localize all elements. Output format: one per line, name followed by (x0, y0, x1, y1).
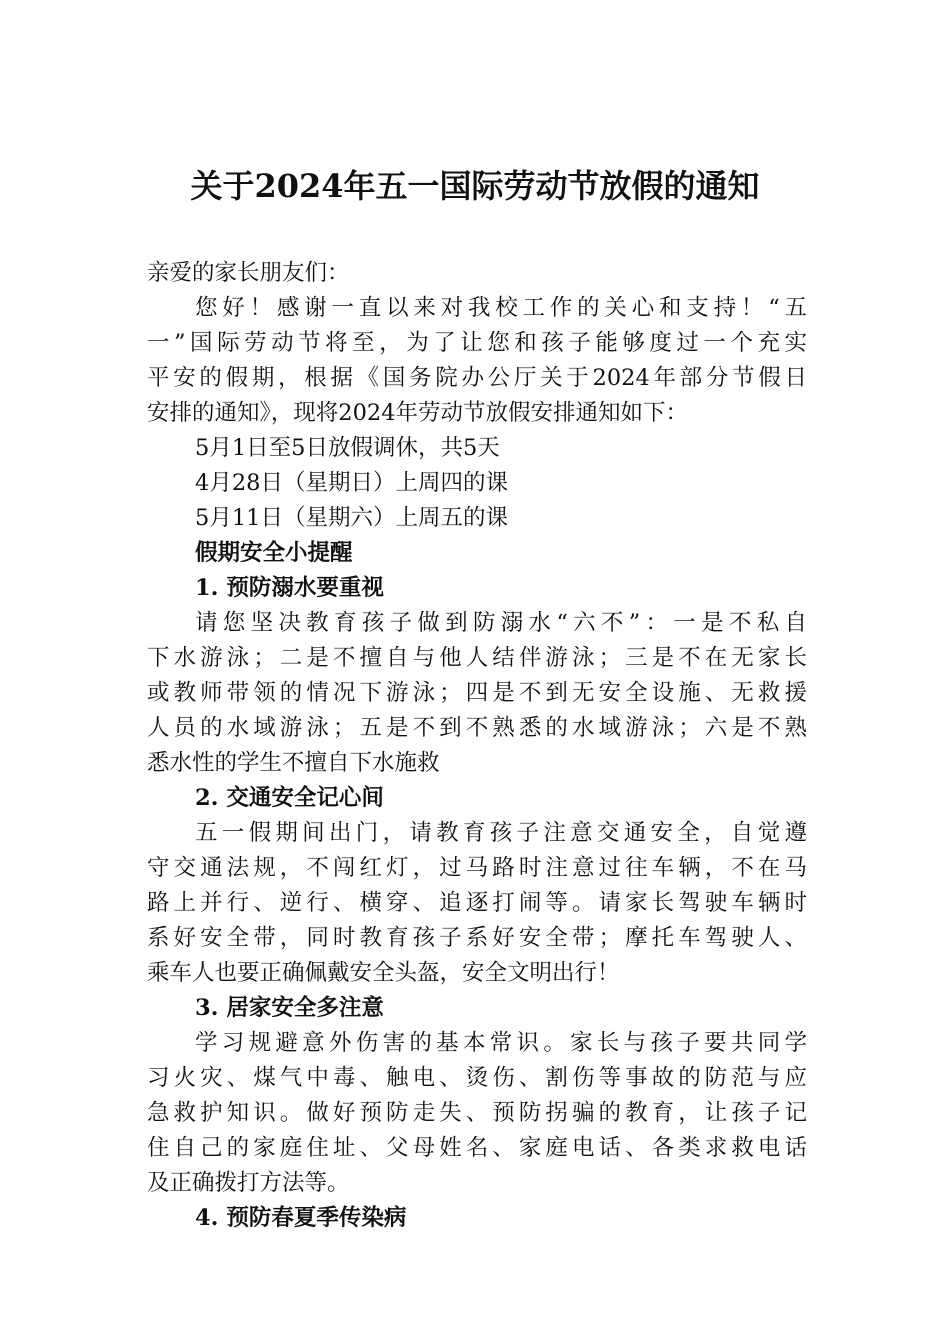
section-heading: 2. 交通安全记心间 (195, 785, 384, 811)
intro-line: 平安的假期，根据《国务院办公厅关于2024年部分节假日 (147, 365, 807, 391)
section-line: 人员的水域游泳；五是不到不熟悉的水域游泳；六是不熟 (147, 715, 807, 741)
schedule-item: 5月11日（星期六）上周五的课 (195, 505, 508, 531)
section-line: 悉水性的学生不擅自下水施救 (147, 750, 440, 776)
document-title: 关于2024年五一国际劳动节放假的通知 (190, 167, 760, 205)
greeting: 亲爱的家长朋友们： (147, 260, 350, 286)
section-line: 路上并行、逆行、横穿、追逐打闹等。请家长驾驶车辆时 (147, 890, 807, 916)
intro-line: 您好！感谢一直以来对我校工作的关心和支持！“五 (195, 295, 807, 321)
section-heading: 3. 居家安全多注意 (195, 995, 384, 1021)
section-line: 下水游泳；二是不擅自与他人结伴游泳；三是不在无家长 (147, 645, 807, 671)
document-body (147, 256, 807, 1236)
intro-line: 安排的通知》，现将2024年劳动节放假安排通知如下： (147, 400, 689, 426)
section-line: 乘车人也要正确佩戴安全头盔，安全文明出行！ (147, 960, 620, 986)
schedule-item: 4月28日（星期日）上周四的课 (195, 470, 508, 496)
section-heading: 4. 预防春夏季传染病 (195, 1205, 407, 1231)
section-line: 及正确拨打方法等。 (147, 1170, 350, 1196)
section-line: 五一假期间出门，请教育孩子注意交通安全，自觉遵 (195, 820, 807, 846)
section-heading: 1. 预防溺水要重视 (195, 575, 384, 601)
schedule-item: 5月1日至5日放假调休，共5天 (195, 435, 500, 461)
section-line: 住自己的家庭住址、父母姓名、家庭电话、各类求救电话 (147, 1135, 807, 1161)
reminder-heading: 假期安全小提醒 (195, 540, 353, 566)
section-line: 学习规避意外伤害的基本常识。家长与孩子要共同学 (195, 1030, 807, 1056)
section-line: 或教师带领的情况下游泳；四是不到无安全设施、无救援 (147, 680, 807, 706)
section-line: 系好安全带，同时教育孩子系好安全带；摩托车驾驶人、 (147, 925, 807, 951)
intro-line: 一”国际劳动节将至，为了让您和孩子能够度过一个充实 (147, 330, 807, 356)
section-line: 习火灾、煤气中毒、触电、烫伤、割伤等事故的防范与应 (147, 1065, 807, 1091)
section-line: 急救护知识。做好预防走失、预防拐骗的教育，让孩子记 (147, 1100, 807, 1126)
section-line: 守交通法规，不闯红灯，过马路时注意过往车辆，不在马 (147, 855, 807, 881)
section-line: 请您坚决教育孩子做到防溺水“六不”：一是不私自 (195, 610, 807, 636)
